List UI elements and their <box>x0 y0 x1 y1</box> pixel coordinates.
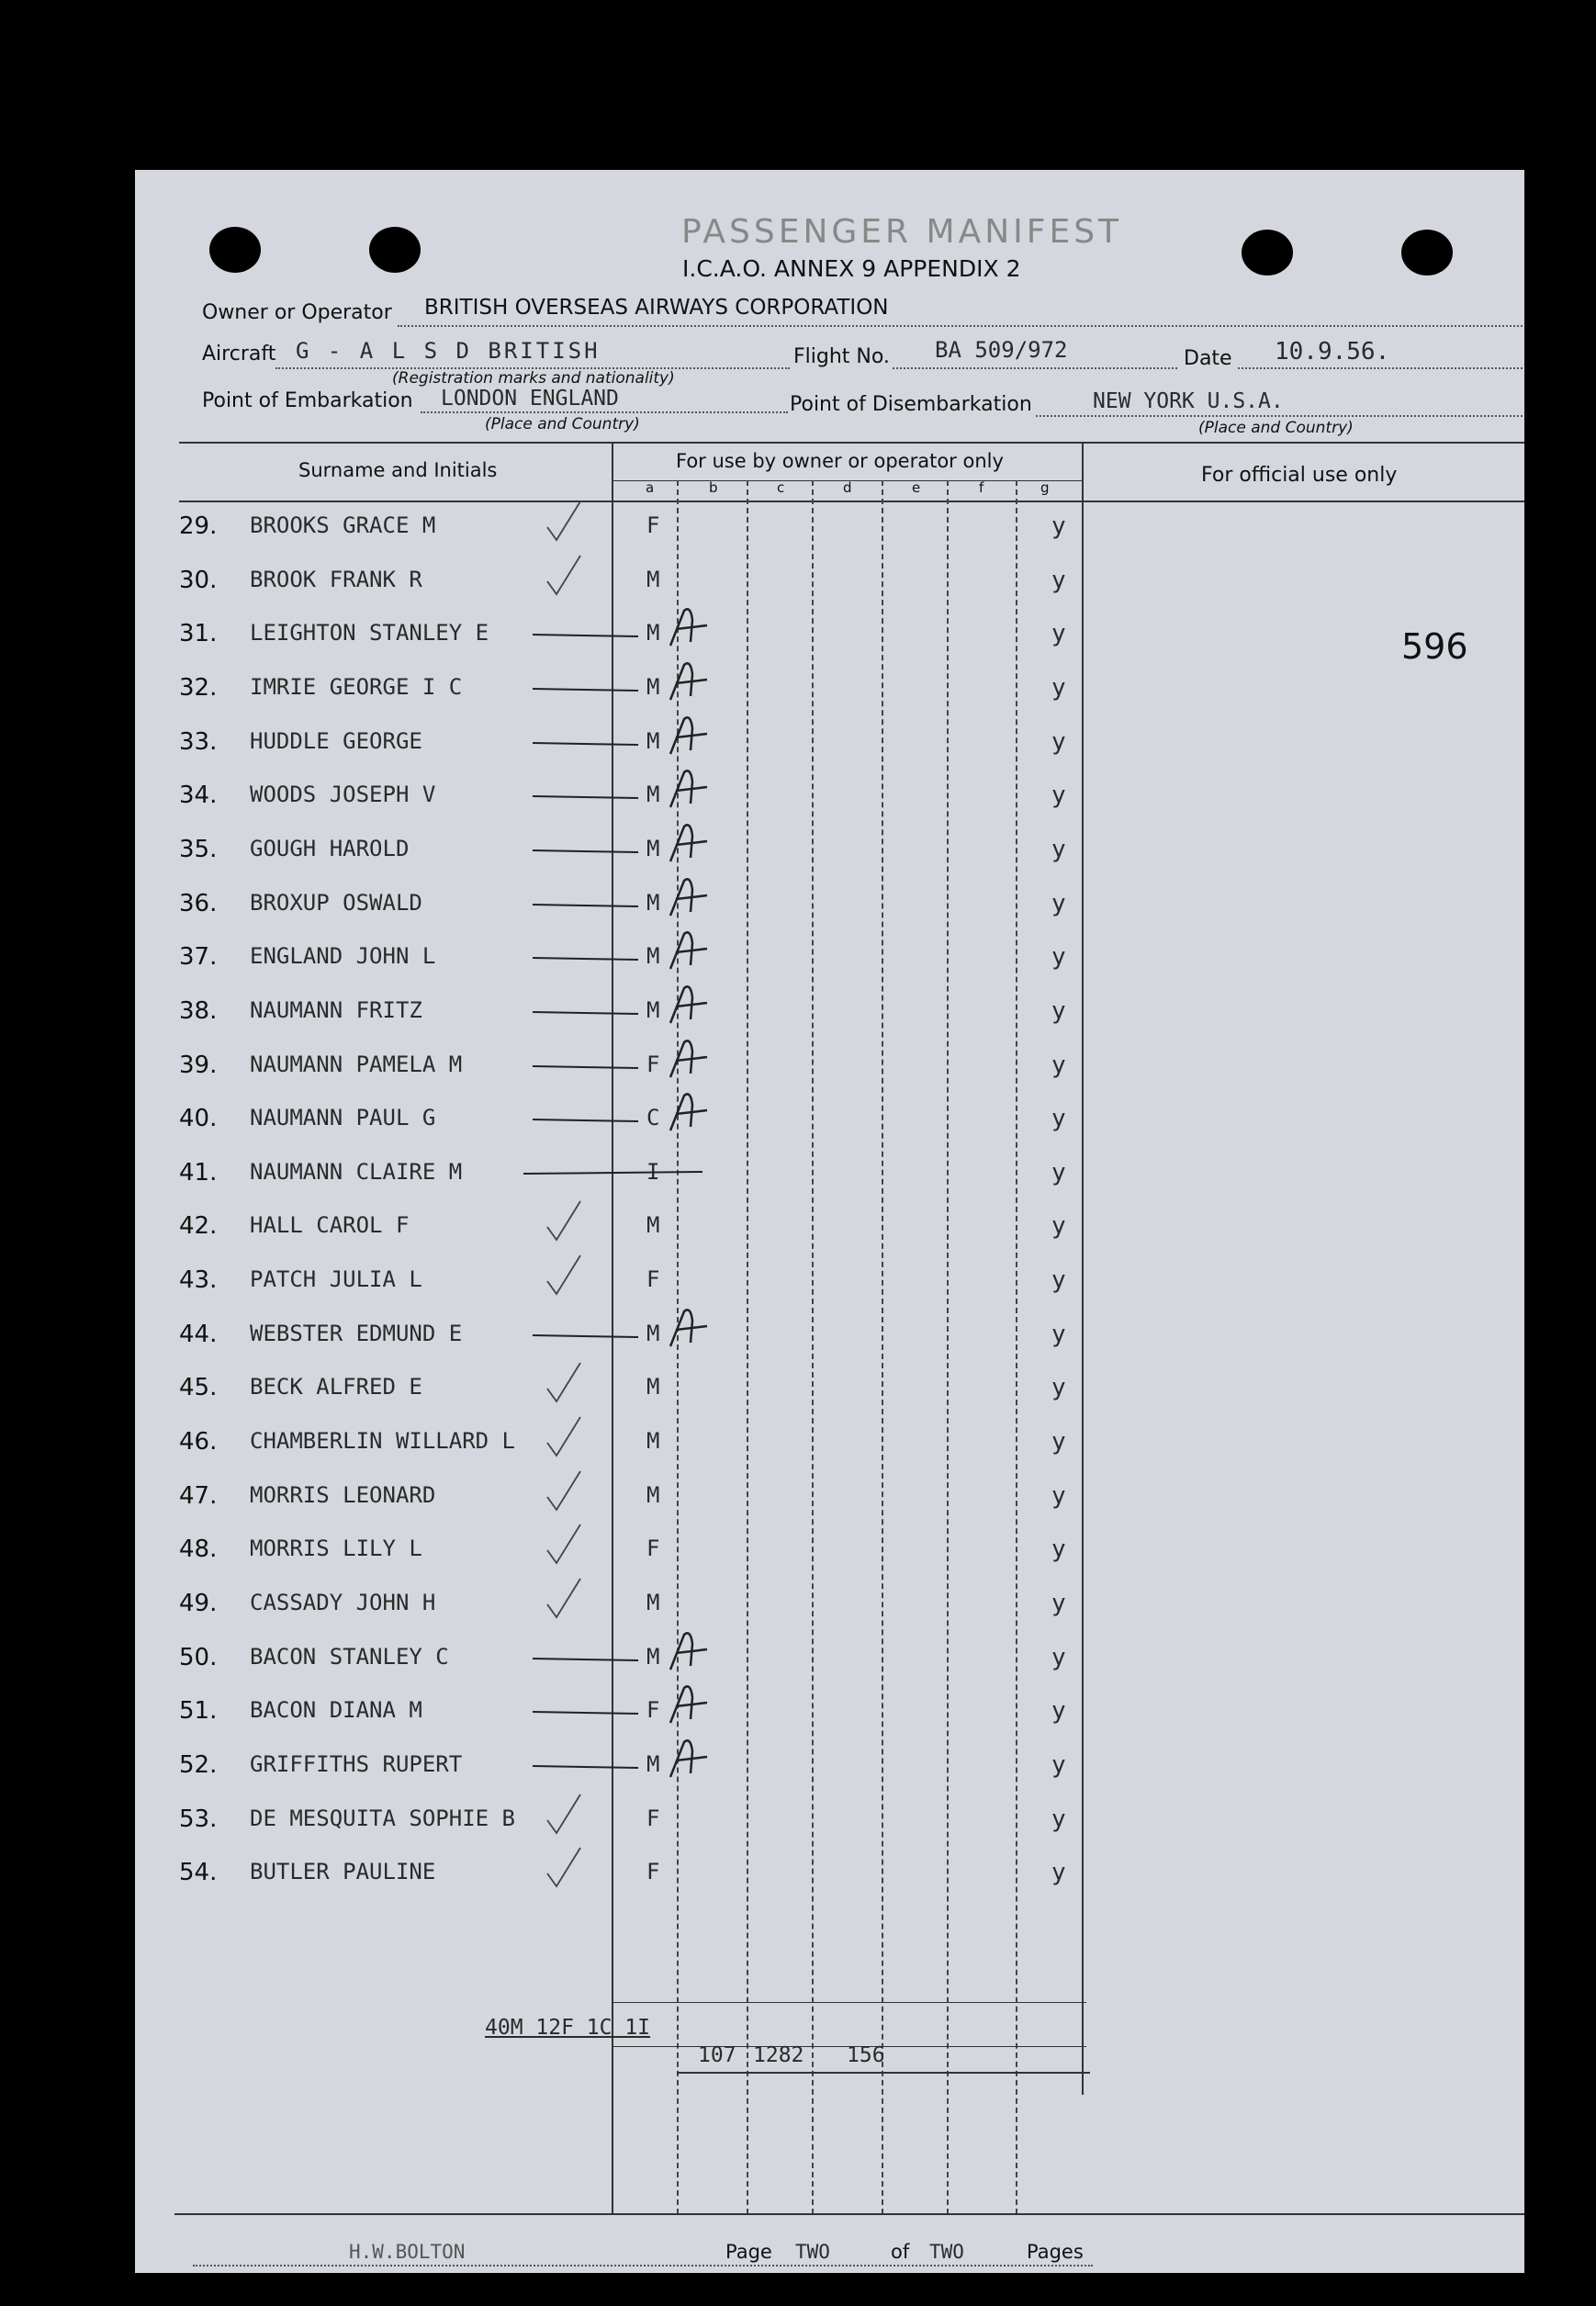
manifest-title: PASSENGER MANIFEST <box>681 213 1123 251</box>
signed-name: H.W.BOLTON <box>349 2241 466 2263</box>
subcol-b: b <box>709 479 718 496</box>
of-label: of <box>891 2241 910 2263</box>
date-label: Date <box>1184 347 1232 370</box>
passenger-name: GRIFFITHS RUPERT <box>250 1750 463 1777</box>
embarkation-value: LONDON ENGLAND <box>441 387 619 411</box>
aircraft-note: (Registration marks and nationality) <box>392 369 675 388</box>
row-number: 41. <box>179 1158 218 1187</box>
page-label: Page <box>725 2241 772 2263</box>
passenger-name: LEIGHTON STANLEY E <box>250 620 489 647</box>
passenger-sex: M <box>646 1590 660 1615</box>
passenger-name: CASSADY JOHN H <box>250 1590 436 1615</box>
column-g-value: y <box>1051 1750 1066 1779</box>
passenger-name: BACON STANLEY C <box>250 1643 449 1670</box>
passenger-name: WOODS JOSEPH V <box>250 782 436 808</box>
row-number: 52. <box>179 1750 218 1779</box>
flight-number: BA 509/972 <box>935 337 1068 363</box>
row-number: 39. <box>179 1051 218 1079</box>
passenger-sex: M <box>646 1481 660 1508</box>
row-number: 33. <box>179 727 218 756</box>
row-number: 35. <box>179 835 218 863</box>
aircraft-value: G - A L S D BRITISH <box>296 338 601 364</box>
column-g-value: y <box>1051 1374 1066 1402</box>
subcol-g: g <box>1040 479 1050 496</box>
punch-hole-right-2 <box>1401 230 1453 276</box>
passenger-name: HALL CAROL F <box>250 1212 410 1239</box>
passenger-sex: M <box>646 727 660 754</box>
passenger-sex: M <box>646 1750 660 1777</box>
column-g-value: y <box>1051 1590 1066 1617</box>
passenger-name: HUDDLE GEORGE <box>250 727 422 754</box>
passenger-sex: F <box>646 1266 660 1293</box>
row-number: 31. <box>179 620 218 648</box>
column-g-value: y <box>1051 943 1066 972</box>
row-number: 45. <box>179 1374 218 1402</box>
row-number: 50. <box>179 1643 218 1671</box>
row-number: 46. <box>179 1428 218 1457</box>
punch-hole-right-1 <box>1242 230 1293 276</box>
manifest-subtitle: I.C.A.O. ANNEX 9 APPENDIX 2 <box>682 255 1021 282</box>
passenger-name: MORRIS LILY L <box>250 1535 422 1562</box>
passenger-name: WEBSTER EDMUND E <box>250 1320 463 1346</box>
column-g-value: y <box>1051 1481 1066 1510</box>
column-g-value: y <box>1051 835 1066 863</box>
passenger-name: ENGLAND JOHN L <box>250 943 436 970</box>
row-number: 43. <box>179 1266 218 1295</box>
col-surname-header: Surname and Initials <box>298 459 498 481</box>
passenger-sex: M <box>646 673 660 700</box>
column-g-value: y <box>1051 889 1066 917</box>
row-number: 34. <box>179 782 218 810</box>
stamp-number: 596 <box>1401 626 1468 667</box>
row-number: 44. <box>179 1320 218 1348</box>
col-owner-header: For use by owner or operator only <box>676 450 1004 472</box>
column-g-value: y <box>1051 673 1066 702</box>
punch-hole-left-2 <box>369 227 421 273</box>
row-number: 48. <box>179 1535 218 1564</box>
column-g-value: y <box>1051 1428 1066 1457</box>
row-number: 53. <box>179 1805 218 1833</box>
passenger-sex: M <box>646 943 660 970</box>
column-g-value: y <box>1051 566 1066 594</box>
owner-label: Owner or Operator <box>202 301 392 324</box>
column-g-value: y <box>1051 1320 1066 1348</box>
page-total: TWO <box>929 2241 964 2263</box>
passenger-name: NAUMANN PAUL G <box>250 1105 436 1131</box>
passenger-sex: F <box>646 1859 660 1885</box>
passenger-name: BECK ALFRED E <box>250 1374 422 1400</box>
column-g-value: y <box>1051 782 1066 810</box>
passenger-sex: M <box>646 996 660 1023</box>
column-g-value: y <box>1051 996 1066 1025</box>
column-g-value: y <box>1051 1158 1066 1187</box>
passenger-name: BACON DIANA M <box>250 1697 422 1724</box>
passenger-sex: M <box>646 782 660 808</box>
total-d: 156 <box>847 2043 885 2067</box>
row-number: 37. <box>179 943 218 972</box>
column-g-value: y <box>1051 727 1066 756</box>
subcol-d: d <box>843 479 852 496</box>
row-number: 51. <box>179 1697 218 1726</box>
passenger-sex: M <box>646 620 660 647</box>
column-g-value: y <box>1051 1535 1066 1564</box>
column-g-value: y <box>1051 1643 1066 1671</box>
row-number: 38. <box>179 996 218 1025</box>
passenger-name: BROOKS GRACE M <box>250 512 436 538</box>
column-g-value: y <box>1051 1212 1066 1241</box>
total-c: 1282 <box>753 2043 804 2067</box>
aircraft-label: Aircraft <box>202 343 276 366</box>
column-g-value: y <box>1051 512 1066 540</box>
owner-value: BRITISH OVERSEAS AIRWAYS CORPORATION <box>424 296 889 320</box>
column-g-value: y <box>1051 1105 1066 1133</box>
passenger-name: NAUMANN PAMELA M <box>250 1051 463 1077</box>
subcol-f: f <box>979 479 984 496</box>
row-number: 32. <box>179 673 218 702</box>
row-number: 42. <box>179 1212 218 1241</box>
passenger-name: NAUMANN CLAIRE M <box>250 1158 463 1185</box>
passenger-name: BROOK FRANK R <box>250 566 422 592</box>
disembarkation-value: NEW YORK U.S.A. <box>1093 389 1284 413</box>
flight-label: Flight No. <box>793 345 890 368</box>
embarkation-note: (Place and Country) <box>485 415 640 433</box>
column-g-value: y <box>1051 1051 1066 1079</box>
passenger-name: DE MESQUITA SOPHIE B <box>250 1805 515 1831</box>
column-g-value: y <box>1051 620 1066 648</box>
pages-label: Pages <box>1027 2241 1084 2263</box>
passenger-name: BUTLER PAULINE <box>250 1859 436 1885</box>
passenger-name: IMRIE GEORGE I C <box>250 673 463 700</box>
disembarkation-label: Point of Disembarkation <box>790 393 1032 416</box>
column-g-value: y <box>1051 1697 1066 1726</box>
col-official-header: For official use only <box>1201 464 1398 487</box>
passenger-sex: M <box>646 1643 660 1670</box>
embarkation-label: Point of Embarkation <box>202 389 413 412</box>
column-g-value: y <box>1051 1266 1066 1295</box>
passenger-name: CHAMBERLIN WILLARD L <box>250 1428 515 1455</box>
row-number: 40. <box>179 1105 218 1133</box>
subcol-c: c <box>777 479 785 496</box>
passenger-sex: M <box>646 1428 660 1455</box>
row-number: 49. <box>179 1590 218 1617</box>
disembarkation-note: (Place and Country) <box>1198 419 1354 437</box>
passenger-sex: F <box>646 1805 660 1831</box>
passenger-name: BROXUP OSWALD <box>250 889 422 916</box>
passenger-sex: I <box>646 1158 660 1185</box>
passenger-sex: M <box>646 1374 660 1400</box>
passenger-name: NAUMANN FRITZ <box>250 996 422 1023</box>
totals-by-sex: 40M 12F 1C 1I <box>485 2016 651 2040</box>
passenger-name: PATCH JULIA L <box>250 1266 422 1293</box>
passenger-sex: F <box>646 512 660 538</box>
row-number: 54. <box>179 1859 218 1887</box>
passenger-sex: C <box>646 1105 660 1131</box>
passenger-name: MORRIS LEONARD <box>250 1481 436 1508</box>
row-number: 36. <box>179 889 218 917</box>
passenger-sex: M <box>646 1212 660 1239</box>
passenger-sex: M <box>646 835 660 861</box>
passenger-name: GOUGH HAROLD <box>250 835 410 861</box>
column-g-value: y <box>1051 1859 1066 1887</box>
passenger-sex: M <box>646 889 660 916</box>
row-number: 29. <box>179 512 218 540</box>
passenger-sex: F <box>646 1697 660 1724</box>
row-number: 47. <box>179 1481 218 1510</box>
subcol-e: e <box>912 479 921 496</box>
passenger-sex: F <box>646 1535 660 1562</box>
passenger-sex: M <box>646 1320 660 1346</box>
check-mark-icon <box>496 1840 826 1905</box>
column-g-value: y <box>1051 1805 1066 1833</box>
total-b: 107 <box>698 2043 736 2067</box>
flight-date: 10.9.56. <box>1275 338 1390 366</box>
passenger-sex: F <box>646 1051 660 1077</box>
passenger-sex: M <box>646 566 660 592</box>
page-number: TWO <box>795 2241 830 2263</box>
punch-hole-left-1 <box>209 227 261 273</box>
subcol-a: a <box>646 479 655 496</box>
table-row <box>0 1850 1102 1903</box>
row-number: 30. <box>179 566 218 594</box>
